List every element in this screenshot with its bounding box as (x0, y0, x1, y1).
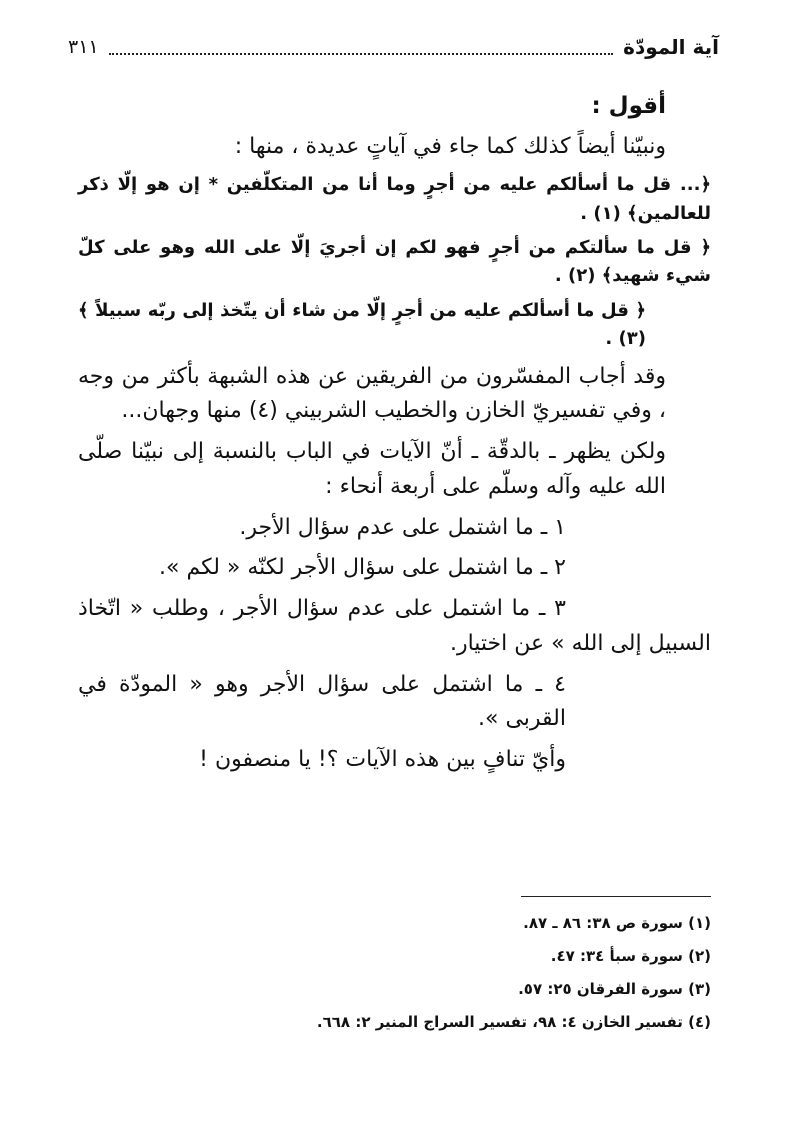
running-title: آية المودّة (623, 35, 719, 59)
dot-leader (109, 39, 614, 55)
footnote-4: (٤) تفسير الخازن ٤: ٩٨، تفسير السراج المنير ٢: ٦٦٨. (316, 1013, 711, 1031)
footnotes (78, 910, 711, 1042)
footnote-divider (521, 896, 711, 897)
main-text (78, 88, 711, 784)
quran-quote-3: ﴿ قل ما أسألكم عليه من أجرٍ إلّا من شاء أن يتّخذ إلى ربّه سبيلاً ﴾ (٣) . (78, 299, 646, 350)
paragraph-intro: ونبيّنا أيضاً كذلك كما جاء في آياتٍ عديدة ، منها : (234, 134, 666, 160)
footnote-2: (٢) سورة سبأ ٣٤: ٤٧. (550, 947, 711, 965)
list-item-4: ٤ ـ ما اشتمل على سؤال الأجر وهو « المودّة في القربى ». (78, 671, 566, 732)
quran-quote-1: ﴿... قل ما أسألكم عليه من أجرٍ وما أنا من المتكلّفين * إن هو إلّا ذكر للعالمين﴾ (١) . (78, 174, 711, 224)
running-header (68, 30, 719, 64)
list-item-3: ٣ ـ ما اشتمل على عدم سؤال الأجر ، وطلب « اتّخاذ السبيل إلى الله » عن اختيار. (78, 596, 711, 656)
list-item-2: ٢ ـ ما اشتمل على سؤال الأجر لكنّه « لكم ». (159, 555, 566, 581)
quran-quote-2: ﴿ قل ما سألتكم من أجرٍ فهو لكم إن أجريَ إلّا على الله وهو على كلّ شيء شهيد﴾ (٢) . (78, 236, 711, 287)
closing-question: وأيّ تنافٍ بين هذه الآيات ؟! يا منصفون ! (199, 747, 566, 773)
footnote-1: (١) سورة ص ٣٨: ٨٦ ـ ٨٧. (523, 914, 711, 932)
page-number: ٣١١ (68, 36, 99, 58)
footnote-3: (٣) سورة الفرقان ٢٥: ٥٧. (518, 980, 711, 998)
list-item-1: ١ ـ ما اشتمل على عدم سؤال الأجر. (239, 514, 566, 540)
paragraph-categories: ولكن يظهر ـ بالدقّة ـ أنّ الآيات في الباب بالنسبة إلى نبيّنا صلّى الله عليه وآله وسلّم على أربعة أنحاء : (78, 439, 666, 499)
section-heading: أقول : (591, 93, 666, 119)
paragraph-interpreters: وقد أجاب المفسّرون من الفريقين عن هذه الشبهة بأكثر من وجه ، وفي تفسيريّ الخازن والخطيب الشربيني (٤) منها وجهان... (78, 363, 666, 424)
